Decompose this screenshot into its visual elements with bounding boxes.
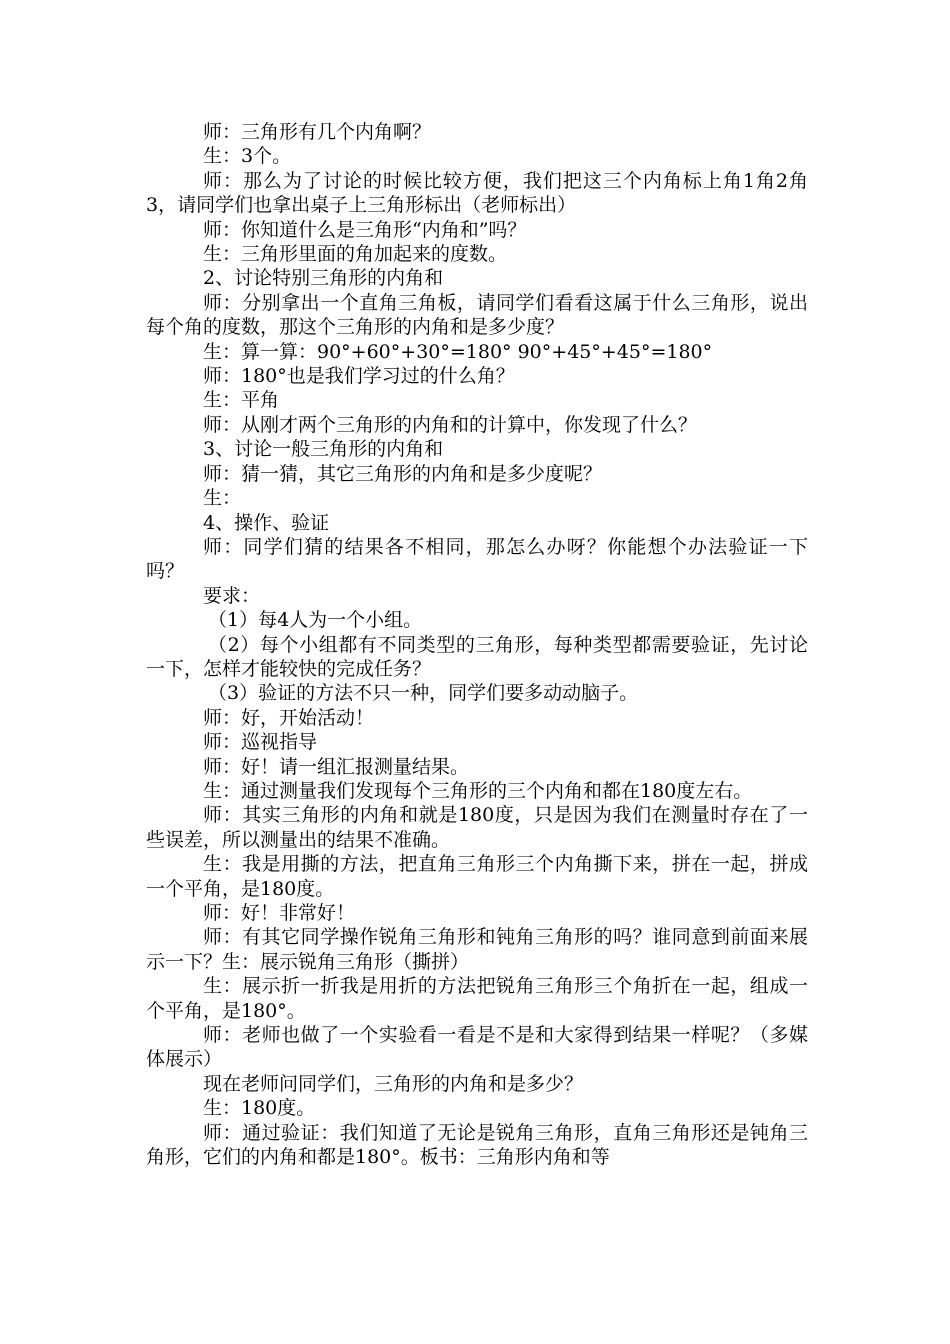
paragraph: 师：那么为了讨论的时候比较方便，我们把这三个内角标上角1角2角3，请同学们也拿出桌子上三角形标出（老师标出）	[146, 169, 808, 217]
paragraph: 生：180度。	[203, 1097, 316, 1120]
paragraph: 师：你知道什么是三角形“内角和”吗？	[203, 218, 527, 241]
paragraph: 师：三角形有几个内角啊？	[203, 121, 432, 143]
paragraph: （1）每4人为一个小组。	[208, 609, 423, 632]
paragraph: （2）每个小组都有不同类型的三角形，每种类型都需要验证，先讨论一下，怎样才能较快的完成任务？	[146, 633, 808, 680]
paragraph: 师：通过验证：我们知道了无论是锐角三角形，直角三角形还是钝角三角形，它们的内角和都是180°。板书：三角形内角和等	[146, 1121, 808, 1169]
paragraph: 师：其实三角形的内角和就是180度，只是因为我们在测量时存在了一些误差，所以测量出的结果不准确。	[146, 804, 808, 851]
paragraph: 生：我是用撕的方法，把直角三角形三个内角撕下来，拼在一起，拼成一个平角，是180度。	[146, 853, 808, 900]
paragraph: 生：通过测量我们发现每个三角形的三个内角和都在180度左右。	[203, 779, 753, 802]
paragraph: 生：三角形里面的角加起来的度数。	[203, 243, 508, 266]
paragraph: 生：算一算：90°+60°+30°=180° 90°+45°+45°=180°	[203, 340, 713, 363]
paragraph: 生：3个。	[203, 145, 292, 168]
paragraph: 师：巡视指导	[203, 731, 318, 754]
paragraph: 生：展示折一折我是用折的方法把锐角三角形三个角折在一起，组成一个平角，是180°。	[146, 975, 808, 1022]
paragraph: 师：好，开始活动！	[203, 706, 375, 729]
paragraph: 师：好！非常好！	[203, 902, 356, 924]
paragraph: 生：平角	[203, 389, 280, 412]
paragraph: 师：好！请一组汇报测量结果。	[203, 755, 470, 778]
paragraph: （3）验证的方法不只一种，同学们要多动动脑子。	[208, 682, 639, 705]
paragraph: 现在老师问同学们，三角形的内角和是多少？	[203, 1072, 584, 1095]
paragraph: 师：180°也是我们学习过的什么角？	[203, 365, 515, 388]
paragraph: 师：有其它同学操作锐角三角形和钝角三角形的吗？谁同意到前面来展示一下？生：展示锐角三角形（撕拼）	[146, 926, 808, 973]
paragraph: 师：猜一猜，其它三角形的内角和是多少度呢？	[203, 462, 603, 485]
paragraph: 生：	[203, 487, 242, 510]
paragraph: 师：老师也做了一个实验看一看是不是和大家得到结果一样呢？（多媒体展示）	[146, 1024, 808, 1071]
document-page	[146, 120, 808, 1169]
paragraph: 要求：	[203, 584, 261, 607]
paragraph: 师：同学们猜的结果各不相同，那怎么办呀？你能想个办法验证一下吗？	[146, 535, 808, 583]
paragraph: 3、讨论一般三角形的内角和	[203, 438, 444, 461]
paragraph: 2、讨论特别三角形的内角和	[203, 267, 444, 290]
paragraph: 师：分别拿出一个直角三角板，请同学们看看这属于什么三角形，说出每个角的度数，那这个三角形的内角和是多少度？	[146, 291, 808, 339]
paragraph: 4、操作、验证	[203, 511, 330, 534]
paragraph: 师：从刚才两个三角形的内角和的计算中，你发现了什么？	[203, 413, 698, 436]
